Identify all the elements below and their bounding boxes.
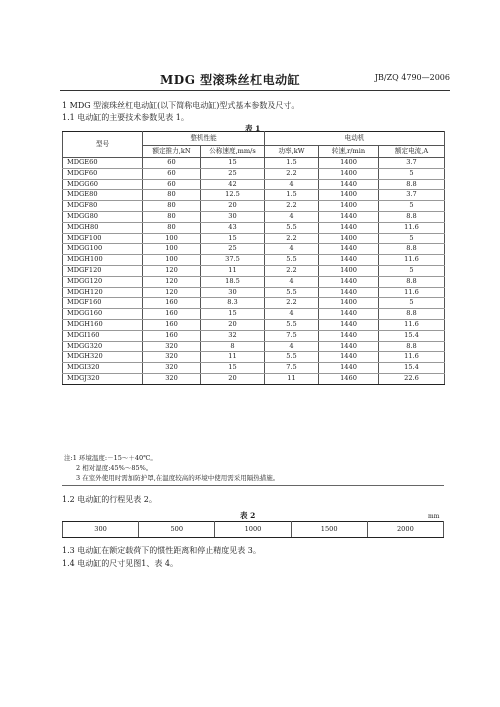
value-cell: 1400 (319, 265, 379, 276)
model-cell: MDGI160 (63, 330, 143, 341)
value-cell: 120 (143, 287, 201, 298)
value-cell: 1400 (319, 190, 379, 201)
model-cell: MDGG100 (63, 244, 143, 255)
value-cell: 2.2 (265, 201, 319, 212)
value-cell: 11 (265, 373, 319, 384)
model-cell: MDGH80 (63, 222, 143, 233)
value-cell: 5.5 (265, 287, 319, 298)
value-cell: 320 (143, 341, 201, 352)
value-cell: 32 (201, 330, 265, 341)
value-cell: 4 (265, 309, 319, 320)
page-header (60, 70, 450, 91)
value-cell: 1.5 (265, 158, 319, 169)
value-cell: 15.4 (379, 363, 445, 374)
model-cell: MDGH320 (63, 352, 143, 363)
value-cell: 8.8 (379, 341, 445, 352)
value-cell: 60 (143, 158, 201, 169)
value-cell: 80 (143, 211, 201, 222)
table-row (63, 211, 445, 222)
value-cell: 1400 (319, 168, 379, 179)
table-row (63, 287, 445, 298)
value-cell: 2.2 (265, 265, 319, 276)
table2 (62, 521, 444, 538)
value-cell: 25 (201, 244, 265, 255)
value-cell: 20 (201, 201, 265, 212)
table1-performance-header: 整机性能 (143, 132, 265, 146)
value-cell: 1440 (319, 255, 379, 266)
stroke-cell: 300 (63, 522, 139, 538)
value-cell: 1440 (319, 276, 379, 287)
value-cell: 30 (201, 287, 265, 298)
table1-caption: 表 1 (245, 124, 261, 133)
model-cell: MDGG60 (63, 179, 143, 190)
value-cell: 1440 (319, 287, 379, 298)
value-cell: 1440 (319, 244, 379, 255)
paragraph-1-4: 1.4 电动缸的尺寸见图1、表 4。 (62, 559, 178, 568)
table1-col-thrust: 额定推力,kN (143, 146, 201, 158)
value-cell: 1440 (319, 341, 379, 352)
note-1: 注:1 环境温度:－15～＋40℃。 (64, 454, 157, 462)
value-cell: 1440 (319, 179, 379, 190)
table1-motor-header: 电动机 (265, 132, 445, 146)
table-row (63, 190, 445, 201)
table1-col-power: 功率,kW (265, 146, 319, 158)
value-cell: 5 (379, 233, 445, 244)
stroke-cell: 1500 (291, 522, 367, 538)
value-cell: 15.4 (379, 330, 445, 341)
value-cell: 5 (379, 168, 445, 179)
value-cell: 1440 (319, 309, 379, 320)
value-cell: 22.6 (379, 373, 445, 384)
table-row (63, 298, 445, 309)
value-cell: 15 (201, 158, 265, 169)
model-cell: MDGF100 (63, 233, 143, 244)
table-row (63, 179, 445, 190)
value-cell: 120 (143, 265, 201, 276)
table-row (63, 233, 445, 244)
model-cell: MDGI320 (63, 363, 143, 374)
model-cell: MDGJ320 (63, 373, 143, 384)
value-cell: 5 (379, 265, 445, 276)
model-cell: MDGF160 (63, 298, 143, 309)
table-row (63, 201, 445, 212)
value-cell: 2.2 (265, 233, 319, 244)
table1-model-header: 型号 (63, 132, 143, 158)
value-cell: 5.5 (265, 222, 319, 233)
standard-code: JB/ZQ 4790—2006 (374, 73, 450, 82)
stroke-cell: 2000 (367, 522, 443, 538)
value-cell: 320 (143, 373, 201, 384)
value-cell: 7.5 (265, 363, 319, 374)
table-row (63, 373, 445, 384)
value-cell: 60 (143, 179, 201, 190)
model-cell: MDGG320 (63, 341, 143, 352)
model-cell: MDGE60 (63, 158, 143, 169)
value-cell: 15 (201, 233, 265, 244)
value-cell: 4 (265, 341, 319, 352)
value-cell: 4 (265, 211, 319, 222)
table-row (63, 330, 445, 341)
value-cell: 37.5 (201, 255, 265, 266)
value-cell: 1400 (319, 158, 379, 169)
value-cell: 1440 (319, 330, 379, 341)
table2-caption: 表 2 (240, 511, 256, 520)
value-cell: 80 (143, 190, 201, 201)
value-cell: 8.8 (379, 276, 445, 287)
value-cell: 100 (143, 233, 201, 244)
value-cell: 11.6 (379, 222, 445, 233)
value-cell: 4 (265, 179, 319, 190)
value-cell: 120 (143, 276, 201, 287)
model-cell: MDGF120 (63, 265, 143, 276)
value-cell: 160 (143, 330, 201, 341)
value-cell: 8.8 (379, 211, 445, 222)
note-3: 3 在室外使用时需加防护罩,在温度较高的环境中使用需采用隔热措施。 (76, 474, 280, 482)
paragraph-1-3: 1.3 电动缸在额定载荷下的惯性距离和停止精度见表 3。 (62, 546, 261, 555)
value-cell: 42 (201, 179, 265, 190)
value-cell: 320 (143, 352, 201, 363)
value-cell: 11.6 (379, 352, 445, 363)
value-cell: 11 (201, 265, 265, 276)
paragraph-1-2: 1.2 电动缸的行程见表 2。 (62, 495, 157, 504)
value-cell: 8.8 (379, 179, 445, 190)
value-cell: 15 (201, 309, 265, 320)
table-row (63, 158, 445, 169)
table-row (63, 352, 445, 363)
value-cell: 1400 (319, 298, 379, 309)
value-cell: 8 (201, 341, 265, 352)
value-cell: 1400 (319, 233, 379, 244)
value-cell: 11 (201, 352, 265, 363)
model-cell: MDGG80 (63, 211, 143, 222)
value-cell: 5.5 (265, 352, 319, 363)
value-cell: 60 (143, 168, 201, 179)
value-cell: 5.5 (265, 255, 319, 266)
value-cell: 43 (201, 222, 265, 233)
stroke-cell: 500 (139, 522, 215, 538)
value-cell: 11.6 (379, 255, 445, 266)
value-cell: 2.2 (265, 298, 319, 309)
value-cell: 8.8 (379, 244, 445, 255)
value-cell: 1440 (319, 319, 379, 330)
note-2: 2 相对湿度:45%～85%。 (76, 464, 153, 472)
value-cell: 1440 (319, 211, 379, 222)
value-cell: 25 (201, 168, 265, 179)
paragraph-1-1: 1.1 电动缸的主要技术参数见表 1。 (62, 113, 189, 122)
table-row (63, 168, 445, 179)
model-cell: MDGH120 (63, 287, 143, 298)
value-cell: 11.6 (379, 287, 445, 298)
value-cell: 15 (201, 363, 265, 374)
value-cell: 8.8 (379, 309, 445, 320)
table1-col-current: 额定电流,A (379, 146, 445, 158)
value-cell: 100 (143, 244, 201, 255)
model-cell: MDGF60 (63, 168, 143, 179)
value-cell: 8.3 (201, 298, 265, 309)
stroke-cell: 1000 (215, 522, 291, 538)
value-cell: 4 (265, 244, 319, 255)
table-row (63, 341, 445, 352)
value-cell: 30 (201, 211, 265, 222)
table1-col-rpm: 转速,r/min (319, 146, 379, 158)
value-cell: 80 (143, 222, 201, 233)
value-cell: 1460 (319, 373, 379, 384)
table-row (63, 309, 445, 320)
table1-col-speed: 公称速度,mm/s (201, 146, 265, 158)
table-row (63, 222, 445, 233)
model-cell: MDGF80 (63, 201, 143, 212)
table-row (63, 319, 445, 330)
value-cell: 20 (201, 373, 265, 384)
value-cell: 3.7 (379, 158, 445, 169)
paragraph-1: 1 MDG 型滚珠丝杠电动缸(以下简称电动缸)型式基本参数及尺寸。 (62, 101, 300, 110)
value-cell: 160 (143, 298, 201, 309)
value-cell: 160 (143, 309, 201, 320)
table-row (63, 363, 445, 374)
value-cell: 4 (265, 276, 319, 287)
model-cell: MDGH100 (63, 255, 143, 266)
value-cell: 160 (143, 319, 201, 330)
value-cell: 3.7 (379, 190, 445, 201)
value-cell: 11.6 (379, 319, 445, 330)
value-cell: 320 (143, 363, 201, 374)
value-cell: 12.5 (201, 190, 265, 201)
table1-body (63, 158, 445, 385)
table-row (63, 265, 445, 276)
value-cell: 1400 (319, 201, 379, 212)
model-cell: MDGE80 (63, 190, 143, 201)
table1 (62, 131, 445, 385)
table2-row (63, 522, 444, 538)
value-cell: 1440 (319, 352, 379, 363)
table2-unit: mm (428, 513, 440, 520)
value-cell: 80 (143, 201, 201, 212)
value-cell: 5.5 (265, 319, 319, 330)
value-cell: 5 (379, 298, 445, 309)
notes-divider (62, 485, 444, 486)
model-cell: MDGG160 (63, 309, 143, 320)
table-row (63, 276, 445, 287)
value-cell: 5 (379, 201, 445, 212)
value-cell: 100 (143, 255, 201, 266)
value-cell: 1440 (319, 222, 379, 233)
value-cell: 20 (201, 319, 265, 330)
value-cell: 2.2 (265, 168, 319, 179)
table1-notes (64, 453, 279, 483)
model-cell: MDGG120 (63, 276, 143, 287)
value-cell: 1440 (319, 363, 379, 374)
value-cell: 1.5 (265, 190, 319, 201)
document-title: MDG 型滚珠丝杠电动缸 (160, 73, 301, 87)
table-row (63, 255, 445, 266)
table-row (63, 244, 445, 255)
model-cell: MDGH160 (63, 319, 143, 330)
value-cell: 18.5 (201, 276, 265, 287)
value-cell: 7.5 (265, 330, 319, 341)
